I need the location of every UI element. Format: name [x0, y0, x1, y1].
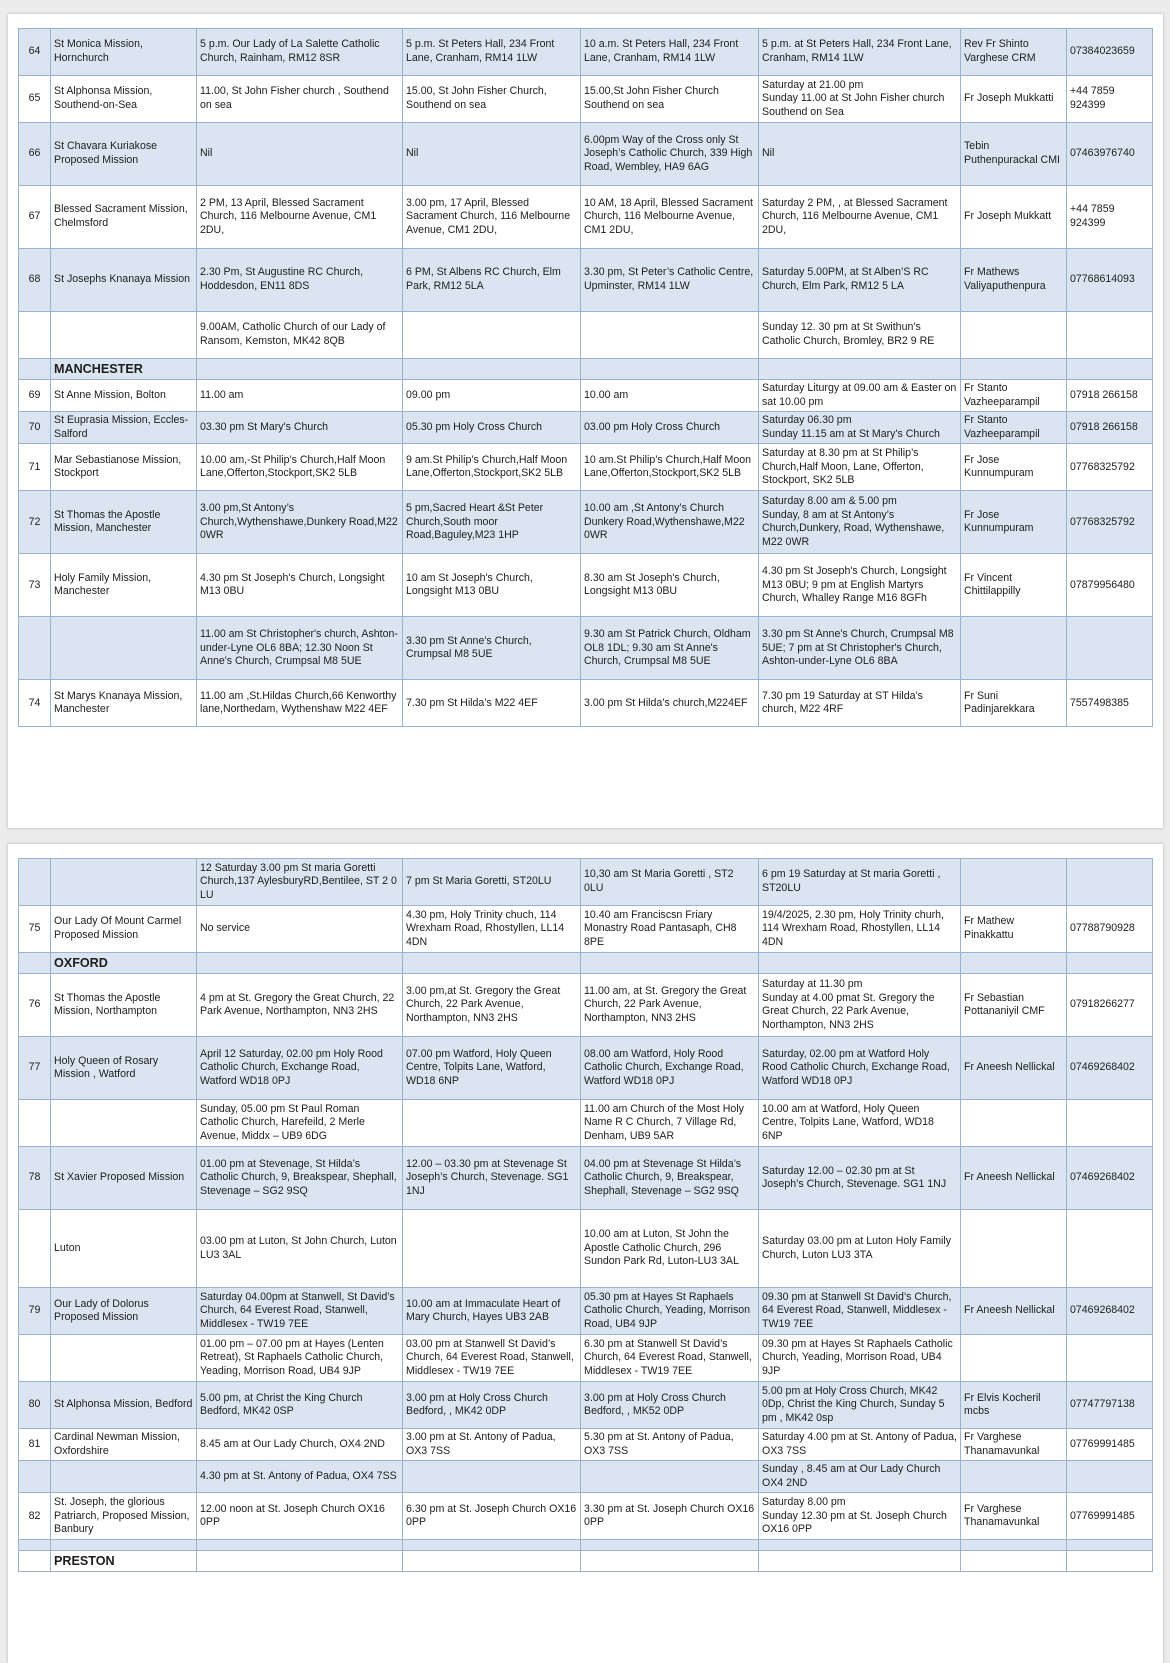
schedule-cell: 10.00 am ,St Antony’s Church Dunkery Road,Wythenshawe,M22 0WR — [581, 491, 759, 554]
table-row — [19, 1429, 1153, 1461]
schedule-cell — [759, 953, 961, 974]
schedule-cell: 3.00 pm at Holy Cross Church Bedford, , MK52 0DP — [581, 1382, 759, 1429]
phone-number — [1067, 359, 1153, 380]
schedule-cell: 04.00 pm at Stevenage St Hilda’s Catholic Church, 9, Breakspear, Shephall, Stevenage – SG2 9SQ — [581, 1147, 759, 1210]
phone-number: 07469268402 — [1067, 1147, 1153, 1210]
schedule-cell: 03.00 pm at Stanwell St David’s Church, 64 Everest Road, Stanwell, Middlesex - TW19 7EE — [403, 1335, 581, 1382]
schedule-cell: 10 a.m. St Peters Hall, 234 Front Lane, Cranham, RM14 1LW — [581, 29, 759, 76]
priest-name: Fr Aneesh Nellickal — [961, 1147, 1067, 1210]
phone-number: 7557498385 — [1067, 680, 1153, 727]
schedule-cell: 3.00 pm,St Antony’s Church,Wythenshawe,Dunkery Road,M22 0WR — [197, 491, 403, 554]
schedule-cell — [403, 1210, 581, 1288]
schedule-cell: 15.00,St John Fisher Church Southend on sea — [581, 76, 759, 123]
mission-name: Our Lady of Dolorus Proposed Mission — [51, 1288, 197, 1335]
priest-name — [961, 1540, 1067, 1551]
phone-number — [1067, 617, 1153, 680]
schedule-cell: 5.00 pm, at Christ the King Church Bedford, MK42 0SP — [197, 1382, 403, 1429]
region-heading-row — [19, 953, 1153, 974]
phone-number: 07469268402 — [1067, 1288, 1153, 1335]
schedule-cell: No service — [197, 906, 403, 953]
mission-number: 72 — [19, 491, 51, 554]
phone-number — [1067, 1210, 1153, 1288]
mission-name: St Thomas the Apostle Mission, Manchester — [51, 491, 197, 554]
schedule-cell: 2 PM, 13 April, Blessed Sacrament Church, 116 Melbourne Avenue, CM1 2DU, — [197, 186, 403, 249]
schedule-cell: Saturday 12.00 – 02.30 pm at St Joseph’s Church, Stevenage. SG1 1NJ — [759, 1147, 961, 1210]
mission-number: 79 — [19, 1288, 51, 1335]
table-row — [19, 1100, 1153, 1147]
priest-name: Fr Vincent Chittilappilly — [961, 554, 1067, 617]
schedule-cell — [403, 1551, 581, 1572]
priest-name — [961, 359, 1067, 380]
schedule-cell: 8.45 am at Our Lady Church, OX4 2ND — [197, 1429, 403, 1461]
mission-name: Mar Sebastianose Mission, Stockport — [51, 444, 197, 491]
mission-name: St Marys Knanaya Mission, Manchester — [51, 680, 197, 727]
schedule-cell: 6 PM, St Albens RC Church, Elm Park, RM12 5LA — [403, 249, 581, 312]
mission-number: 78 — [19, 1147, 51, 1210]
schedule-cell: Saturday 4.00 pm at St. Antony of Padua, OX3 7SS — [759, 1429, 961, 1461]
schedule-cell: 4.30 pm St Joseph's Church, Longsight M13 0BU; 9 pm at English Martyrs Church, Whalley Range M16 8GFh — [759, 554, 961, 617]
schedule-cell: 6.30 pm at Stanwell St David’s Church, 64 Everest Road, Stanwell, Middlesex - TW19 7EE — [581, 1335, 759, 1382]
schedule-cell: 6.30 pm at St. Joseph Church OX16 0PP — [403, 1493, 581, 1540]
schedule-cell: Saturday 8.00 am & 5.00 pm Sunday, 8 am at St Antony’s Church,Dunkery, Road, Wythenshawe, M22 0WR — [759, 491, 961, 554]
priest-name — [961, 617, 1067, 680]
mission-number — [19, 617, 51, 680]
region-heading-row — [19, 359, 1153, 380]
schedule-cell: 9.00AM, Catholic Church of our Lady of Ransom, Kemston, MK42 8QB — [197, 312, 403, 359]
priest-name: Fr Joseph Mukkatti — [961, 76, 1067, 123]
schedule-cell — [759, 1540, 961, 1551]
phone-number: 07747797138 — [1067, 1382, 1153, 1429]
region-heading-row — [19, 1551, 1153, 1572]
priest-name: Fr Jose Kunnumpuram — [961, 491, 1067, 554]
schedule-cell: 03.00 pm at Luton, St John Church, Luton LU3 3AL — [197, 1210, 403, 1288]
mission-number: 70 — [19, 412, 51, 444]
mission-name: St Euprasia Mission, Eccles-Salford — [51, 412, 197, 444]
mission-name — [51, 1540, 197, 1551]
schedule-cell: 4.30 pm St Joseph's Church, Longsight M13 0BU — [197, 554, 403, 617]
table-row — [19, 554, 1153, 617]
table-row — [19, 1493, 1153, 1540]
mission-number: 71 — [19, 444, 51, 491]
schedule-cell: 09.00 pm — [403, 380, 581, 412]
region-heading: MANCHESTER — [51, 359, 197, 380]
schedule-cell: 5 pm,Sacred Heart &St Peter Church,South moor Road,Baguley,M23 1HP — [403, 491, 581, 554]
mission-number — [19, 1540, 51, 1551]
phone-number: 07469268402 — [1067, 1037, 1153, 1100]
schedule-cell: Sunday, 05.00 pm St Paul Roman Catholic Church, Harefeild, 2 Merle Avenue, Middx – UB9 6DG — [197, 1100, 403, 1147]
table-row — [19, 1147, 1153, 1210]
schedule-cell: 2.30 Pm, St Augustine RC Church, Hoddesdon, EN11 8DS — [197, 249, 403, 312]
table-row — [19, 444, 1153, 491]
table-row — [19, 186, 1153, 249]
table-row — [19, 249, 1153, 312]
priest-name — [961, 1100, 1067, 1147]
mission-number: 75 — [19, 906, 51, 953]
schedule-cell — [403, 953, 581, 974]
schedule-cell: 11.00 am Church of the Most Holy Name R C Church, 7 Village Rd, Denham, UB9 5AR — [581, 1100, 759, 1147]
schedule-cell: Saturday Liturgy at 09.00 am & Easter on sat 10.00 pm — [759, 380, 961, 412]
schedule-cell: 3.00 pm at St. Antony of Padua, OX3 7SS — [403, 1429, 581, 1461]
table-row — [19, 380, 1153, 412]
schedule-cell: 3.30 pm at St. Joseph Church OX16 0PP — [581, 1493, 759, 1540]
mission-schedule-table — [18, 858, 1153, 1572]
schedule-cell: 6.00pm Way of the Cross only St Joseph’s Catholic Church, 339 High Road, Wembley, HA9 6AG — [581, 123, 759, 186]
schedule-cell: 01.00 pm – 07.00 pm at Hayes (Lenten Retreat), St Raphaels Catholic Church, Yeading, Morrison Road, UB4 9JP — [197, 1335, 403, 1382]
phone-number: 07879956480 — [1067, 554, 1153, 617]
mission-number — [19, 1100, 51, 1147]
mission-number — [19, 1210, 51, 1288]
schedule-cell: 3.00 pm, 17 April, Blessed Sacrament Church, 116 Melbourne Avenue, CM1 2DU, — [403, 186, 581, 249]
mission-name: St Thomas the Apostle Mission, Northampton — [51, 974, 197, 1037]
table-row — [19, 1461, 1153, 1493]
mission-number: 67 — [19, 186, 51, 249]
schedule-cell: Nil — [197, 123, 403, 186]
mission-number: 65 — [19, 76, 51, 123]
table-row — [19, 1382, 1153, 1429]
priest-name — [961, 859, 1067, 906]
schedule-cell: 07.00 pm Watford, Holy Queen Centre, Tolpits Lane, Watford, WD18 6NP — [403, 1037, 581, 1100]
schedule-cell: 3.00 pm St Hilda’s church,M224EF — [581, 680, 759, 727]
schedule-cell: 10.00 am,-St Philip’s Church,Half Moon Lane,Offerton,Stockport,SK2 5LB — [197, 444, 403, 491]
schedule-cell: 05.30 pm Holy Cross Church — [403, 412, 581, 444]
mission-number — [19, 312, 51, 359]
table-row — [19, 1210, 1153, 1288]
phone-number — [1067, 1100, 1153, 1147]
table-row — [19, 123, 1153, 186]
schedule-cell: Saturday at 21.00 pm Sunday 11.00 at St John Fisher church Southend on Sea — [759, 76, 961, 123]
schedule-cell: Sunday 12. 30 pm at St Swithun’s Catholic Church, Bromley, BR2 9 RE — [759, 312, 961, 359]
schedule-cell: 10 am St Joseph's Church, Longsight M13 0BU — [403, 554, 581, 617]
schedule-page-1 — [8, 14, 1163, 828]
mission-number: 80 — [19, 1382, 51, 1429]
mission-number: 69 — [19, 380, 51, 412]
schedule-cell — [581, 1540, 759, 1551]
schedule-cell: 3.30 pm St Anne's Church, Crumpsal M8 5UE; 7 pm at St Christopher's Church, Ashton-under-Lyne OL6 8BA — [759, 617, 961, 680]
schedule-cell: 3.00 pm,at St. Gregory the Great Church, 22 Park Avenue, Northampton, NN3 2HS — [403, 974, 581, 1037]
priest-name: Rev Fr Shinto Varghese CRM — [961, 29, 1067, 76]
mission-name — [51, 312, 197, 359]
mission-name: St Anne Mission, Bolton — [51, 380, 197, 412]
schedule-cell: 12 Saturday 3.00 pm St maria Goretti Church,137 AylesburyRD,Bentilee, ST 2 0 LU — [197, 859, 403, 906]
schedule-cell: 7.30 pm 19 Saturday at ST Hilda’s church, M22 4RF — [759, 680, 961, 727]
schedule-cell: 5 p.m. Our Lady of La Salette Catholic Church, Rainham, RM12 8SR — [197, 29, 403, 76]
priest-name: Fr Varghese Thanamavunkal — [961, 1429, 1067, 1461]
priest-name — [961, 1551, 1067, 1572]
table-row — [19, 1335, 1153, 1382]
phone-number — [1067, 1551, 1153, 1572]
schedule-cell: 6 pm 19 Saturday at St maria Goretti , ST20LU — [759, 859, 961, 906]
mission-number: 73 — [19, 554, 51, 617]
schedule-cell: 15.00, St John Fisher Church, Southend on sea — [403, 76, 581, 123]
schedule-cell: Saturday 06.30 pm Sunday 11.15 am at St Mary's Church — [759, 412, 961, 444]
mission-name: St Josephs Knanaya Mission — [51, 249, 197, 312]
mission-number: 74 — [19, 680, 51, 727]
schedule-cell: Saturday 2 PM, , at Blessed Sacrament Church, 116 Melbourne Avenue, CM1 2DU, — [759, 186, 961, 249]
schedule-cell: 4.30 pm, Holy Trinity chuch, 114 Wrexham Road, Rhostyllen, LL14 4DN — [403, 906, 581, 953]
schedule-cell: 11.00, St John Fisher church , Southend on sea — [197, 76, 403, 123]
phone-number: 07788790928 — [1067, 906, 1153, 953]
phone-number: +44 7859 924399 — [1067, 186, 1153, 249]
priest-name: Fr Sebastian Pottananiyil CMF — [961, 974, 1067, 1037]
schedule-cell: 10.00 am at Luton, St John the Apostle Catholic Church, 296 Sundon Park Rd, Luton-LU3 3AL — [581, 1210, 759, 1288]
phone-number: 07768325792 — [1067, 491, 1153, 554]
priest-name: Fr Elvis Kocheril mcbs — [961, 1382, 1067, 1429]
schedule-cell: 11.00 am, at St. Gregory the Great Church, 22 Park Avenue, Northampton, NN3 2HS — [581, 974, 759, 1037]
schedule-cell — [403, 1100, 581, 1147]
schedule-cell: 4.30 pm at St. Antony of Padua, OX4 7SS — [197, 1461, 403, 1493]
phone-number — [1067, 1461, 1153, 1493]
mission-name: St Xavier Proposed Mission — [51, 1147, 197, 1210]
schedule-cell — [759, 359, 961, 380]
priest-name: Fr Mathews Valiyaputhenpura — [961, 249, 1067, 312]
table-row — [19, 1540, 1153, 1551]
schedule-cell: 8.30 am St Joseph's Church, Longsight M13 0BU — [581, 554, 759, 617]
phone-number: 07918 266158 — [1067, 380, 1153, 412]
mission-name — [51, 1461, 197, 1493]
priest-name — [961, 953, 1067, 974]
schedule-cell: 10 am.St Philip’s Church,Half Moon Lane,Offerton,Stockport,SK2 5LB — [581, 444, 759, 491]
region-heading: OXFORD — [51, 953, 197, 974]
mission-name: Holy Queen of Rosary Mission , Watford — [51, 1037, 197, 1100]
mission-name: St. Joseph, the glorious Patriarch, Proposed Mission, Banbury — [51, 1493, 197, 1540]
schedule-cell: 12.00 noon at St. Joseph Church OX16 0PP — [197, 1493, 403, 1540]
schedule-cell — [197, 359, 403, 380]
schedule-cell: 11.00 am ,St.Hildas Church,66 Kenworthy lane,Northedam, Wythenshaw M22 4EF — [197, 680, 403, 727]
mission-name — [51, 859, 197, 906]
priest-name: Fr Mathew Pinakkattu — [961, 906, 1067, 953]
schedule-cell — [197, 953, 403, 974]
schedule-cell: 10,30 am St Maria Goretti , ST2 0LU — [581, 859, 759, 906]
mission-name: St Alphonsa Mission, Southend-on-Sea — [51, 76, 197, 123]
schedule-cell — [581, 953, 759, 974]
schedule-cell: Nil — [403, 123, 581, 186]
schedule-cell: 05.30 pm at Hayes St Raphaels Catholic Church, Yeading, Morrison Road, UB4 9JP — [581, 1288, 759, 1335]
schedule-cell: Saturday 5.00PM, at St Alben’S RC Church, Elm Park, RM12 5 LA — [759, 249, 961, 312]
phone-number: 07769991485 — [1067, 1429, 1153, 1461]
schedule-cell: Saturday 8.00 pm Sunday 12.30 pm at St. Joseph Church OX16 0PP — [759, 1493, 961, 1540]
schedule-cell: 10.40 am Franciscsn Friary Monastry Road Pantasaph, CH8 8PE — [581, 906, 759, 953]
priest-name: Fr Aneesh Nellickal — [961, 1288, 1067, 1335]
schedule-cell — [197, 1551, 403, 1572]
priest-name — [961, 312, 1067, 359]
schedule-cell: Saturday 03.00 pm at Luton Holy Family Church, Luton LU3 3TA — [759, 1210, 961, 1288]
schedule-cell: 5 p.m. St Peters Hall, 234 Front Lane, Cranham, RM14 1LW — [403, 29, 581, 76]
schedule-cell: 5 p.m. at St Peters Hall, 234 Front Lane, Cranham, RM14 1LW — [759, 29, 961, 76]
mission-number — [19, 1461, 51, 1493]
priest-name: Fr Varghese Thanamavunkal — [961, 1493, 1067, 1540]
phone-number: 07768614093 — [1067, 249, 1153, 312]
mission-number: 64 — [19, 29, 51, 76]
mission-schedule-table — [18, 28, 1153, 727]
table-row — [19, 1288, 1153, 1335]
schedule-cell: 3.30 pm, St Peter’s Catholic Centre, Upminster, RM14 1LW — [581, 249, 759, 312]
schedule-cell — [581, 359, 759, 380]
mission-number — [19, 359, 51, 380]
schedule-cell — [197, 1540, 403, 1551]
schedule-cell — [581, 1461, 759, 1493]
table-row — [19, 29, 1153, 76]
mission-name: Blessed Sacrament Mission, Chelmsford — [51, 186, 197, 249]
schedule-cell: 12.00 – 03.30 pm at Stevenage St Joseph’s Church, Stevenage. SG1 1NJ — [403, 1147, 581, 1210]
mission-name — [51, 1335, 197, 1382]
phone-number: +44 7859 924399 — [1067, 76, 1153, 123]
schedule-cell: 7 pm St Maria Goretti, ST20LU — [403, 859, 581, 906]
table-row — [19, 76, 1153, 123]
mission-name: St Chavara Kuriakose Proposed Mission — [51, 123, 197, 186]
phone-number: 07769991485 — [1067, 1493, 1153, 1540]
schedule-cell — [403, 359, 581, 380]
phone-number — [1067, 1335, 1153, 1382]
schedule-cell: 7.30 pm St Hilda’s M22 4EF — [403, 680, 581, 727]
mission-name: Cardinal Newman Mission, Oxfordshire — [51, 1429, 197, 1461]
mission-number: 76 — [19, 974, 51, 1037]
priest-name — [961, 1461, 1067, 1493]
phone-number — [1067, 1540, 1153, 1551]
mission-number — [19, 1335, 51, 1382]
schedule-cell: 19/4/2025, 2.30 pm, Holy Trinity churh, 114 Wrexham Road, Rhostyllen, LL14 4DN — [759, 906, 961, 953]
mission-name — [51, 617, 197, 680]
mission-number — [19, 859, 51, 906]
schedule-cell: Saturday 04.00pm at Stanwell, St David’s Church, 64 Everest Road, Stanwell, Middlesex - TW19 7EE — [197, 1288, 403, 1335]
schedule-cell: Saturday, 02.00 pm at Watford Holy Rood Catholic Church, Exchange Road, Watford WD18 0PJ — [759, 1037, 961, 1100]
mission-name: St Monica Mission, Hornchurch — [51, 29, 197, 76]
mission-number: 68 — [19, 249, 51, 312]
mission-number: 66 — [19, 123, 51, 186]
mission-name: Luton — [51, 1210, 197, 1288]
table-row — [19, 412, 1153, 444]
phone-number — [1067, 312, 1153, 359]
priest-name: Fr Suni Padinjarekkara — [961, 680, 1067, 727]
schedule-cell: 3.00 pm at Holy Cross Church Bedford, , MK42 0DP — [403, 1382, 581, 1429]
schedule-cell: 5.00 pm at Holy Cross Church, MK42 0Dp, Christ the King Church, Sunday 5 pm , MK42 0sp — [759, 1382, 961, 1429]
schedule-page-2 — [8, 844, 1163, 1663]
priest-name: Fr Stanto Vazheeparampil — [961, 412, 1067, 444]
schedule-cell: 09.30 pm at Stanwell St David’s Church, 64 Everest Road, Stanwell, Middlesex - TW19 7EE — [759, 1288, 961, 1335]
schedule-cell: 11.00 am — [197, 380, 403, 412]
schedule-cell: 10.00 am at Watford, Holy Queen Centre, Tolpits Lane, Watford, WD18 6NP — [759, 1100, 961, 1147]
table-row — [19, 617, 1153, 680]
schedule-cell: 11.00 am St Christopher's church, Ashton-under-Lyne OL6 8BA; 12.30 Noon St Anne's Church, Crumpsal M8 5UE — [197, 617, 403, 680]
mission-number: 77 — [19, 1037, 51, 1100]
mission-number — [19, 953, 51, 974]
schedule-cell: 9.30 am St Patrick Church, Oldham OL8 1DL; 9.30 am St Anne's Church, Crumpsal M8 5UE — [581, 617, 759, 680]
schedule-cell — [403, 1461, 581, 1493]
mission-name — [51, 1100, 197, 1147]
mission-name: St Alphonsa Mission, Bedford — [51, 1382, 197, 1429]
schedule-cell — [759, 1551, 961, 1572]
priest-name: Fr Joseph Mukkatt — [961, 186, 1067, 249]
schedule-cell: Saturday at 8.30 pm at St Philip’s Church,Half Moon, Lane, Offerton, Stockport, SK2 5LB — [759, 444, 961, 491]
schedule-cell — [403, 312, 581, 359]
schedule-cell: 10.00 am at Immaculate Heart of Mary Church, Hayes UB3 2AB — [403, 1288, 581, 1335]
schedule-cell: 4 pm at St. Gregory the Great Church, 22 Park Avenue, Northampton, NN3 2HS — [197, 974, 403, 1037]
table-row — [19, 974, 1153, 1037]
priest-name: Fr Aneesh Nellickal — [961, 1037, 1067, 1100]
table-row — [19, 680, 1153, 727]
schedule-cell: 3.30 pm St Anne's Church, Crumpsal M8 5UE — [403, 617, 581, 680]
schedule-cell: 10.00 am — [581, 380, 759, 412]
phone-number — [1067, 859, 1153, 906]
schedule-cell: 08.00 am Watford, Holy Rood Catholic Church, Exchange Road, Watford WD18 0PJ — [581, 1037, 759, 1100]
table-row — [19, 906, 1153, 953]
table-row — [19, 491, 1153, 554]
schedule-cell: 01.00 pm at Stevenage, St Hilda’s Catholic Church, 9, Breakspear, Shephall, Stevenage – SG2 9SQ — [197, 1147, 403, 1210]
schedule-cell: 5.30 pm at St. Antony of Padua, OX3 7SS — [581, 1429, 759, 1461]
mission-name: Holy Family Mission, Manchester — [51, 554, 197, 617]
phone-number: 07384023659 — [1067, 29, 1153, 76]
mission-number — [19, 1551, 51, 1572]
region-heading: PRESTON — [51, 1551, 197, 1572]
schedule-cell: Sunday , 8.45 am at Our Lady Church OX4 2ND — [759, 1461, 961, 1493]
phone-number: 07768325792 — [1067, 444, 1153, 491]
schedule-cell: Saturday at 11.30 pm Sunday at 4.00 pmat St. Gregory the Great Church, 22 Park Avenue, Northampton, NN3 2HS — [759, 974, 961, 1037]
schedule-cell — [403, 1540, 581, 1551]
priest-name — [961, 1335, 1067, 1382]
schedule-cell: 09.30 pm at Hayes St Raphaels Catholic Church, Yeading, Morrison Road, UB4 9JP — [759, 1335, 961, 1382]
priest-name: Tebin Puthenpurackal CMI — [961, 123, 1067, 186]
phone-number: 07463976740 — [1067, 123, 1153, 186]
phone-number: 07918 266158 — [1067, 412, 1153, 444]
schedule-cell: Nil — [759, 123, 961, 186]
table-row — [19, 312, 1153, 359]
schedule-cell — [581, 1551, 759, 1572]
schedule-cell: 9 am.St Philip’s Church,Half Moon Lane,Offerton,Stockport,SK2 5LB — [403, 444, 581, 491]
mission-number: 81 — [19, 1429, 51, 1461]
mission-number: 82 — [19, 1493, 51, 1540]
schedule-cell — [581, 312, 759, 359]
table-row — [19, 859, 1153, 906]
phone-number: 07918266277 — [1067, 974, 1153, 1037]
priest-name — [961, 1210, 1067, 1288]
priest-name: Fr Jose Kunnumpuram — [961, 444, 1067, 491]
mission-name: Our Lady Of Mount Carmel Proposed Mission — [51, 906, 197, 953]
schedule-cell: April 12 Saturday, 02.00 pm Holy Rood Catholic Church, Exchange Road, Watford WD18 0PJ — [197, 1037, 403, 1100]
schedule-cell: 03.30 pm St Mary's Church — [197, 412, 403, 444]
table-row — [19, 1037, 1153, 1100]
schedule-cell: 03.00 pm Holy Cross Church — [581, 412, 759, 444]
schedule-cell: 10 AM, 18 April, Blessed Sacrament Church, 116 Melbourne Avenue, CM1 2DU, — [581, 186, 759, 249]
phone-number — [1067, 953, 1153, 974]
priest-name: Fr Stanto Vazheeparampil — [961, 380, 1067, 412]
